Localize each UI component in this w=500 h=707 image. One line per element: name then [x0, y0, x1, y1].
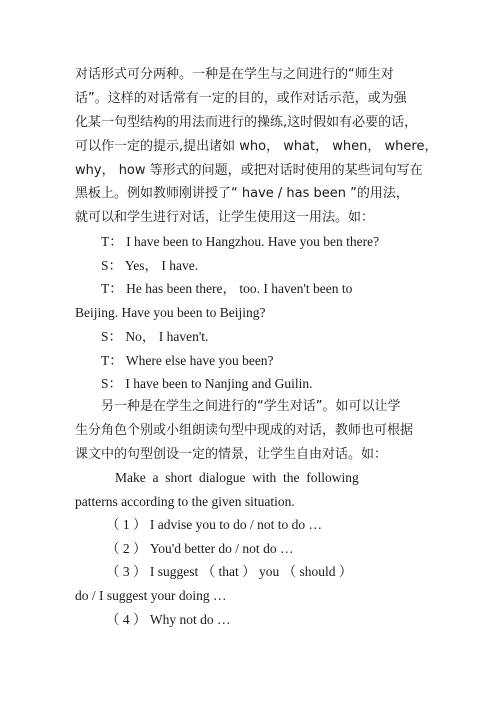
pattern-item: do / I suggest your doing …: [75, 588, 227, 603]
instruction-line: patterns according to the given situation.: [75, 494, 295, 509]
pattern-item: （ 2 ） You'd better do / not do …: [106, 541, 294, 556]
paragraph-line: 生分角色个别或小组朗读句型中现成的对话，教师也可根据: [75, 423, 414, 438]
dialogue-line: T： Where else have you been?: [101, 353, 274, 368]
paragraph-line: 黑板上。例如教师刚讲授了“ have / has been ”的用法，: [75, 186, 409, 201]
paragraph-line: 可以作一定的提示,提出诸如 who， what， when， where，: [75, 139, 438, 154]
pattern-item: （ 1 ） I advise you to do / not to do …: [106, 517, 322, 532]
dialogue-line: T： He has been there， too. I haven't been to: [101, 281, 353, 296]
dialogue-line: S： I have been to Nanjing and Guilin.: [101, 376, 313, 391]
paragraph-line: 对话形式可分两种。一种是在学生与之间进行的“师生对: [75, 67, 394, 82]
instruction-line: Make a short dialogue with the following: [115, 470, 359, 485]
paragraph-line: 话”。这样的对话常有一定的目的，或作对话示范，或为强: [75, 91, 407, 106]
paragraph-line: why， how 等形式的问题，或把对话时使用的某些词句写在: [75, 163, 423, 178]
pattern-item: （ 4 ） Why not do …: [106, 612, 231, 627]
pattern-item: （ 3 ） I suggest （ that ） you （ should ）: [106, 564, 353, 579]
paragraph-line: 就可以和学生进行对话，让学生使用这一用法。如：: [75, 210, 375, 225]
paragraph-line: 课文中的句型创设一定的情景，让学生自由对话。如：: [75, 447, 388, 462]
paragraph-line: 化某一句型结构的用法而进行的操练,这时假如有必要的话，: [75, 115, 418, 130]
dialogue-line: T： I have been to Hangzhou. Have you ben there?: [101, 234, 380, 249]
dialogue-line: S： No， I haven't.: [101, 329, 209, 344]
paragraph-line: 另一种是在学生之间进行的“学生对话”。如可以让学: [101, 399, 401, 414]
dialogue-line: S： Yes， I have.: [101, 258, 199, 273]
dialogue-line: Beijing. Have you been to Beijing?: [75, 305, 266, 320]
